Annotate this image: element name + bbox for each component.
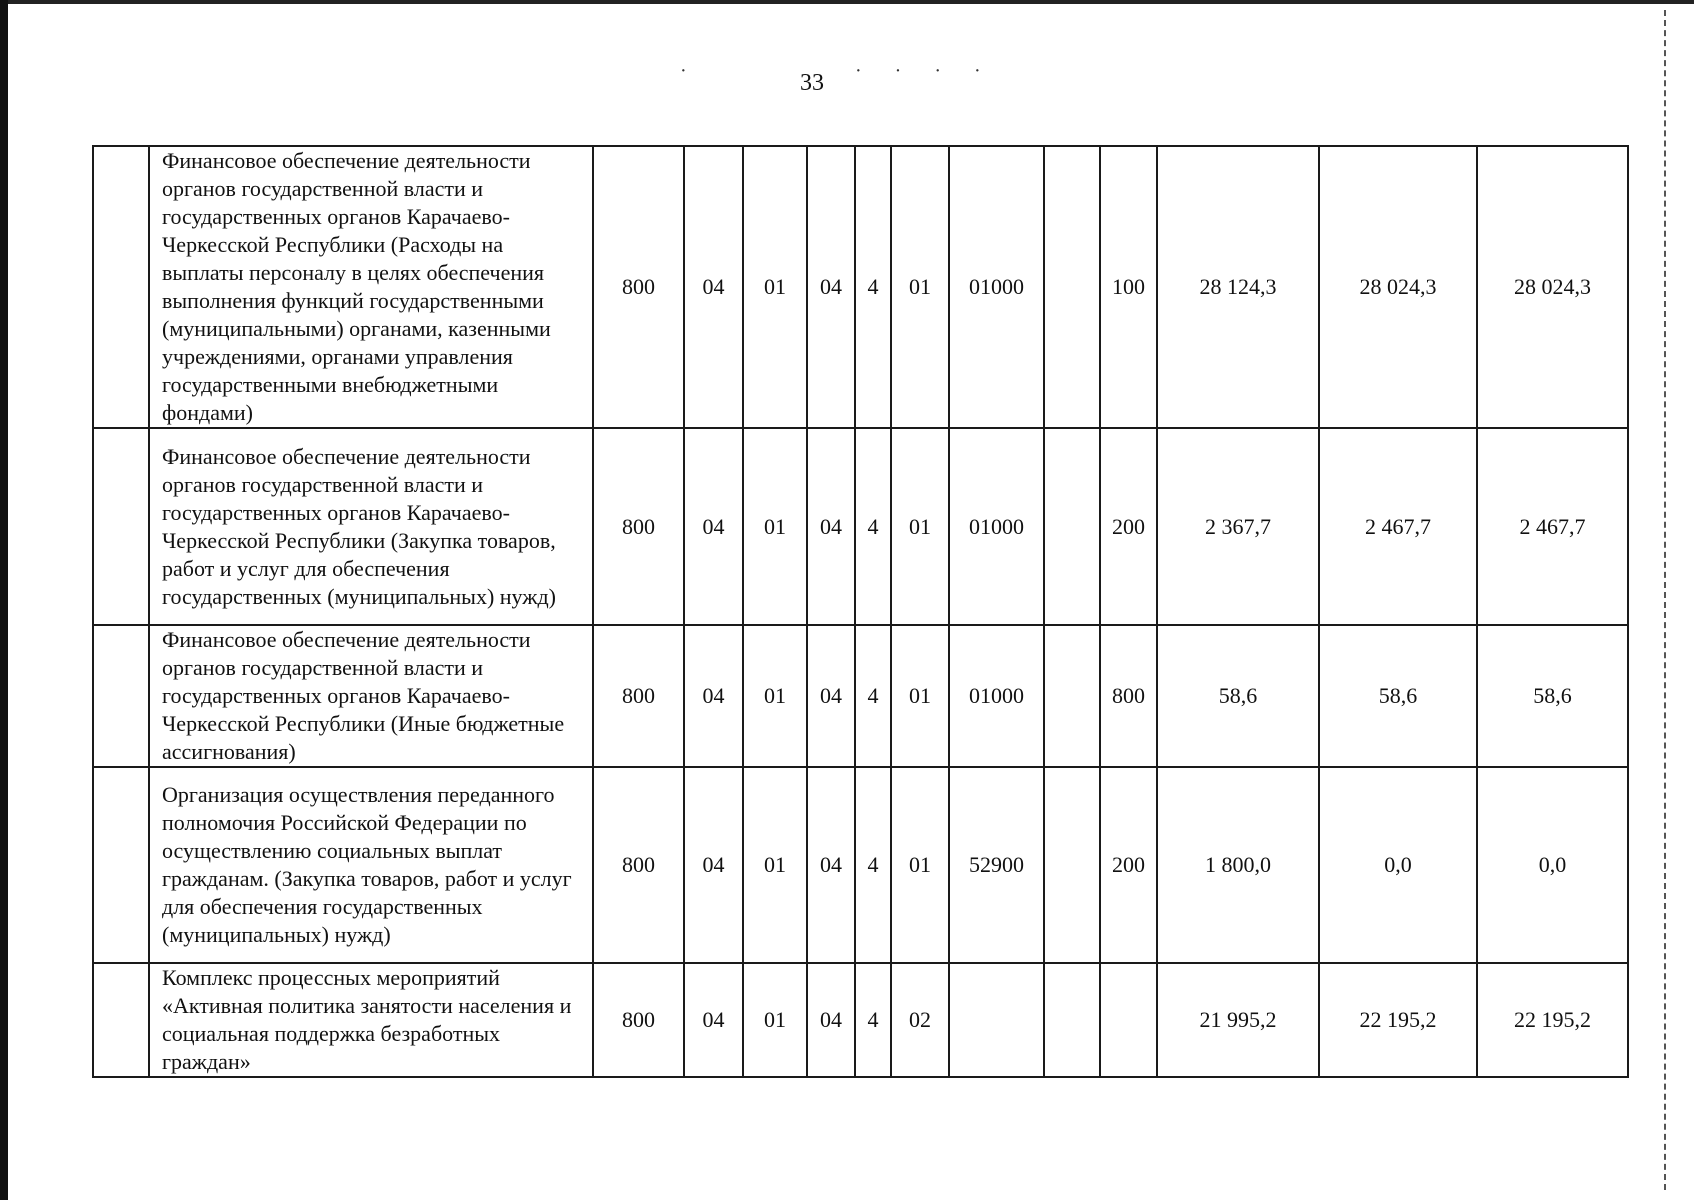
target-article-part-3: 01 [891,146,949,428]
subsection-code: 01 [743,767,807,963]
target-article-part-3: 01 [891,767,949,963]
row-index-cell [93,146,149,428]
target-article-part-2: 4 [855,428,891,625]
target-article-part-2: 4 [855,625,891,767]
row-description: Финансовое обеспечение деятельности органов государственной власти и государственных органов Карачаево-Черкесской Республики (Расходы на выплаты персоналу в целях обеспечения выполнения функций государственными (муниципальными) органами, казенными учреждениями, органами управления государственными внебюджетными фондами) [149,146,593,428]
target-article-part-3: 02 [891,963,949,1077]
row-index-cell [93,963,149,1077]
row-index-cell [93,767,149,963]
row-index-cell [93,428,149,625]
target-article-part-1: 04 [807,963,855,1077]
row-description: Комплекс процессных мероприятий «Активная политика занятости населения и социальная поддержка безработных граждан» [149,963,593,1077]
page-number: 33 [800,70,824,96]
target-article-part-1: 04 [807,428,855,625]
amount-year-2: 28 024,3 [1319,146,1477,428]
subsection-code: 01 [743,963,807,1077]
ved-code: 800 [593,428,684,625]
row-description: Финансовое обеспечение деятельности органов государственной власти и государственных органов Карачаево-Черкесской Республики (Закупка товаров, работ и услуг для обеспечения государственных (муниципальных) нужд) [149,428,593,625]
target-article-part-4: 52900 [949,767,1044,963]
scan-edge-right [1664,10,1669,1190]
target-article-part-4: 01000 [949,428,1044,625]
scan-edge-left [0,0,8,1200]
amount-year-1: 21 995,2 [1157,963,1319,1077]
blank-cell [1044,146,1100,428]
expense-type-code: 200 [1100,767,1157,963]
section-code: 04 [684,963,743,1077]
blank-cell [1044,963,1100,1077]
target-article-part-3: 01 [891,625,949,767]
amount-year-2: 2 467,7 [1319,428,1477,625]
row-description: Финансовое обеспечение деятельности органов государственной власти и государственных органов Карачаево-Черкесской Республики (Иные бюджетные ассигнования) [149,625,593,767]
row-description: Организация осуществления переданного полномочия Российской Федерации по осуществлению социальных выплат гражданам. (Закупка товаров, работ и услуг для обеспечения государственных (муниципальных) нужд) [149,767,593,963]
amount-year-3: 2 467,7 [1477,428,1628,625]
target-article-part-2: 4 [855,963,891,1077]
target-article-part-1: 04 [807,625,855,767]
target-article-part-4 [949,963,1044,1077]
target-article-part-4: 01000 [949,625,1044,767]
target-article-part-2: 4 [855,146,891,428]
page-dots-right: · · · · [855,60,995,82]
subsection-code: 01 [743,146,807,428]
blank-cell [1044,767,1100,963]
section-code: 04 [684,146,743,428]
page-dots-left: · [680,60,701,82]
target-article-part-1: 04 [807,767,855,963]
amount-year-1: 2 367,7 [1157,428,1319,625]
target-article-part-3: 01 [891,428,949,625]
expense-type-code [1100,963,1157,1077]
ved-code: 800 [593,146,684,428]
subsection-code: 01 [743,428,807,625]
table-row [93,146,1628,428]
ved-code: 800 [593,625,684,767]
blank-cell [1044,625,1100,767]
amount-year-1: 58,6 [1157,625,1319,767]
amount-year-1: 1 800,0 [1157,767,1319,963]
expense-type-code: 100 [1100,146,1157,428]
amount-year-3: 22 195,2 [1477,963,1628,1077]
section-code: 04 [684,767,743,963]
subsection-code: 01 [743,625,807,767]
blank-cell [1044,428,1100,625]
expense-type-code: 800 [1100,625,1157,767]
table-row [93,428,1628,625]
amount-year-3: 58,6 [1477,625,1628,767]
amount-year-2: 22 195,2 [1319,963,1477,1077]
table-row [93,767,1628,963]
table-row [93,963,1628,1077]
budget-table [92,145,1629,1078]
row-index-cell [93,625,149,767]
amount-year-2: 58,6 [1319,625,1477,767]
scan-edge-top [0,0,1694,4]
amount-year-3: 28 024,3 [1477,146,1628,428]
expense-type-code: 200 [1100,428,1157,625]
amount-year-1: 28 124,3 [1157,146,1319,428]
ved-code: 800 [593,963,684,1077]
section-code: 04 [684,625,743,767]
target-article-part-1: 04 [807,146,855,428]
amount-year-2: 0,0 [1319,767,1477,963]
section-code: 04 [684,428,743,625]
target-article-part-2: 4 [855,767,891,963]
table-row [93,625,1628,767]
amount-year-3: 0,0 [1477,767,1628,963]
target-article-part-4: 01000 [949,146,1044,428]
ved-code: 800 [593,767,684,963]
